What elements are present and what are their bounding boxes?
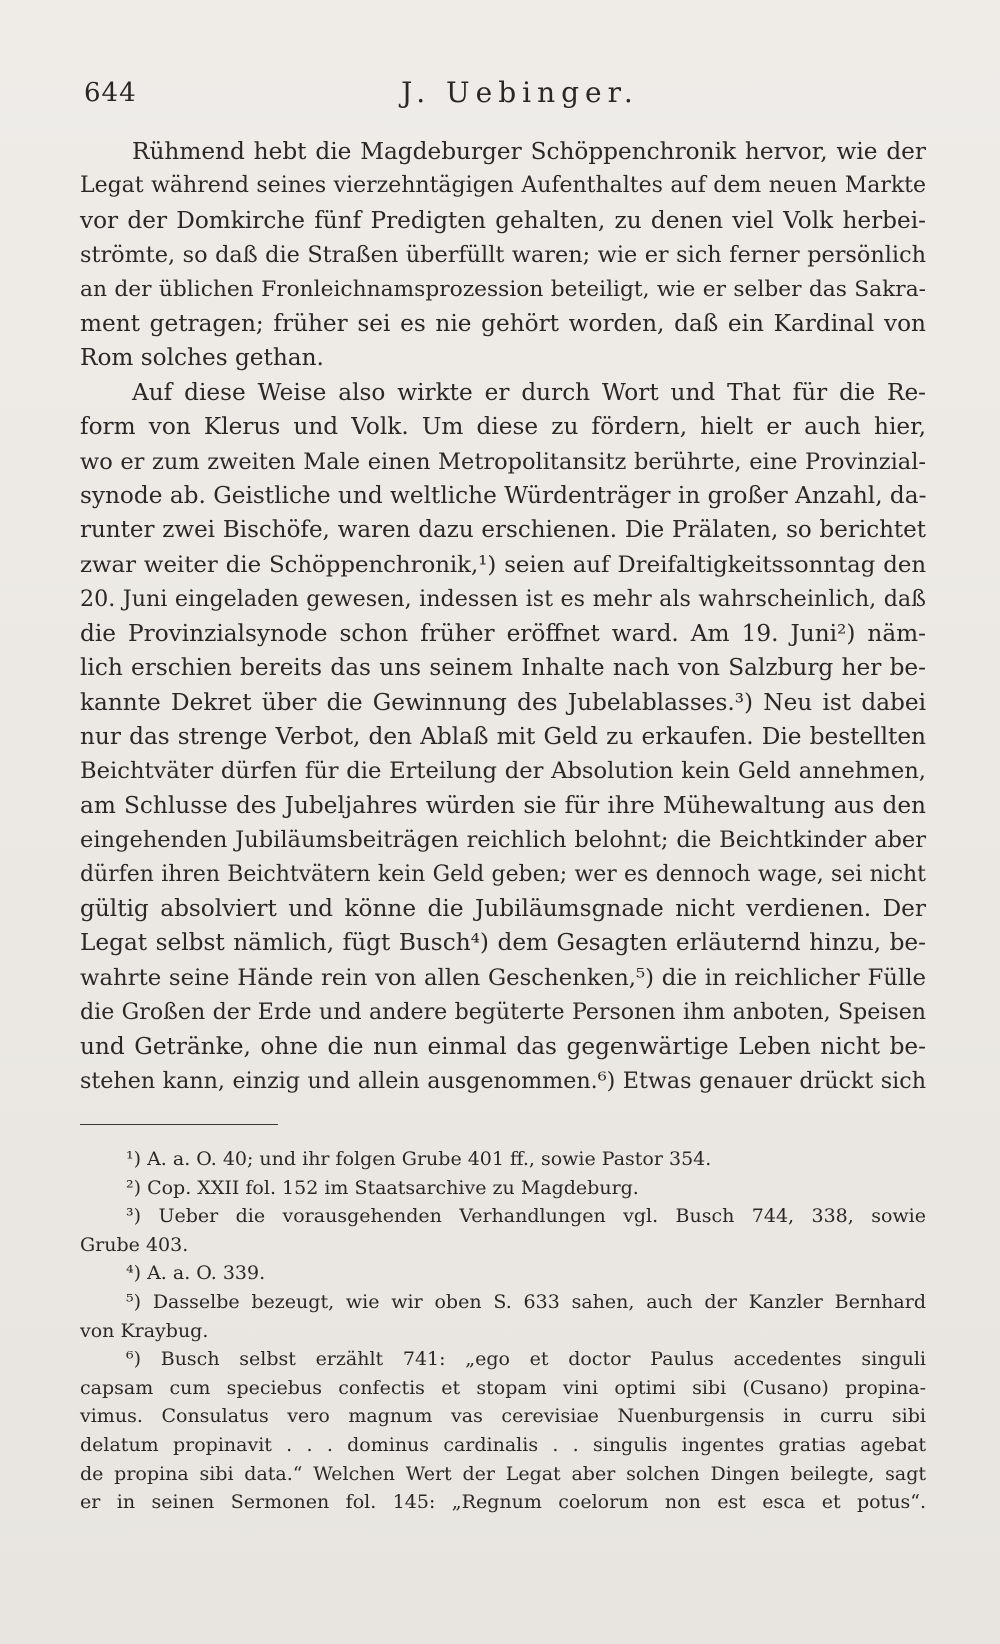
text-line: Auf diese Weise also wirkte er durch Wort und That für die Re-	[132, 378, 926, 406]
footnote-line: ³) Ueber die vorausgehenden Verhandlungen vgl. Busch 744, 338, sowie	[126, 1205, 926, 1228]
text-line: eingehenden Jubiläumsbeiträgen reichlich belohnt; die Beichtkinder aber	[80, 827, 926, 854]
running-head: J. Uebinger.	[401, 76, 639, 109]
footnote-line: Grube 403.	[80, 1233, 189, 1256]
text-line: dürfen ihren Beichtvätern kein Geld geben; wer es dennoch wage, sei nicht	[80, 861, 926, 887]
footnotes	[80, 1145, 926, 1517]
text-line: wo er zum zweiten Male einen Metropolitansitz berührte, eine Provinzial-	[80, 448, 926, 475]
body-text	[80, 135, 926, 1098]
text-line: kannte Dekret über die Gewinnung des Jubelablasses.³) Neu ist dabei	[80, 688, 926, 716]
footnote-line: von Kraybug.	[80, 1319, 209, 1342]
footnote-line: ⁵) Dasselbe bezeugt, wie wir oben S. 633 sahen, auch der Kanzler Bernhard	[126, 1290, 926, 1313]
footnote-line: de propina sibi data.“ Welchen Wert der Legat aber solchen Dingen beilegte, sagt	[80, 1462, 926, 1485]
text-line: zwar weiter die Schöppenchronik,¹) seien auf Dreifaltigkeitssonntag den	[80, 551, 926, 578]
text-line: Rom solches gethan.	[80, 344, 324, 372]
text-line: am Schlusse des Jubeljahres würden sie für ihre Mühewaltung aus den	[80, 791, 926, 819]
text-line: form von Klerus und Volk. Um diese zu fördern, hielt er auch hier,	[80, 413, 926, 441]
page-header	[80, 70, 930, 118]
text-line: an der üblichen Fronleichnamsprozession beteiligt, wie er selber das Sakra-	[80, 276, 926, 302]
text-line: 20. Juni eingeladen gewesen, indessen ist es mehr als wahrscheinlich, daß	[80, 586, 926, 613]
footnote-divider	[80, 1124, 278, 1125]
text-line: lich erschien bereits das uns seinem Inhalte nach von Salzburg her be-	[80, 654, 926, 682]
page-number: 644	[84, 78, 137, 108]
text-line: und Getränke, ohne die nun einmal das gegenwärtige Leben nicht be-	[80, 1032, 926, 1060]
text-line: nur das strenge Verbot, den Ablaß mit Geld zu erkaufen. Die bestellten	[80, 722, 926, 750]
text-line: wahrte seine Hände rein von allen Geschenken,⁵) die in reichlicher Fülle	[80, 964, 926, 991]
text-line: Legat während seines vierzehntägigen Aufenthaltes auf dem neuen Markte	[80, 173, 926, 199]
text-line: strömte, so daß die Straßen überfüllt waren; wie er sich ferner persönlich	[80, 242, 926, 269]
text-line: vor der Domkirche fünf Predigten gehalten, zu denen viel Volk herbei-	[80, 206, 926, 234]
footnote-line: capsam cum speciebus confectis et stopam vini optimi sibi (Cusano) propina-	[80, 1376, 926, 1399]
text-line: Rühmend hebt die Magdeburger Schöppenchronik hervor, wie der	[132, 138, 926, 165]
text-line: Legat selbst nämlich, fügt Busch⁴) dem Gesagten erläuternd hinzu, be-	[80, 929, 926, 957]
text-line: synode ab. Geistliche und weltliche Würdenträger in großer Anzahl, da-	[80, 482, 927, 510]
footnote-line: er in seinen Sermonen fol. 145: „Regnum coelorum non est esca et potus“.	[80, 1491, 926, 1514]
footnote-line: vimus. Consulatus vero magnum vas cerevisiae Nuenburgensis in curru sibi	[80, 1405, 926, 1428]
footnote-line: ¹) A. a. O. 40; und ihr folgen Grube 401 ff., sowie Pastor 354.	[126, 1148, 712, 1170]
text-line: die Provinzialsynode schon früher eröffnet ward. Am 19. Juni²) näm-	[80, 619, 926, 647]
footnote-line: ²) Cop. XXII fol. 152 im Staatsarchive zu Magdeburg.	[126, 1176, 639, 1199]
footnote-line: ⁴) A. a. O. 339.	[126, 1262, 266, 1285]
text-line: gültig absolviert und könne die Jubiläumsgnade nicht verdienen. Der	[80, 894, 926, 922]
text-line: Beichtväter dürfen für die Erteilung der Absolution kein Geld annehmen,	[80, 758, 926, 785]
text-line: stehen kann, einzig und allein ausgenommen.⁶) Etwas genauer drückt sich	[80, 1067, 926, 1094]
text-line: runter zwei Bischöfe, waren dazu erschienen. Die Prälaten, so berichtet	[80, 517, 926, 544]
footnote-line: ⁶) Busch selbst erzählt 741: „ego et doctor Paulus accedentes singuli	[126, 1348, 926, 1371]
text-line: die Großen der Erde und andere begüterte Personen ihm anboten, Speisen	[80, 999, 926, 1026]
footnote-line: delatum propinavit . . . dominus cardinalis . . singulis ingentes gratias agebat	[80, 1433, 926, 1456]
text-line: ment getragen; früher sei es nie gehört worden, daß ein Kardinal von	[80, 310, 926, 338]
